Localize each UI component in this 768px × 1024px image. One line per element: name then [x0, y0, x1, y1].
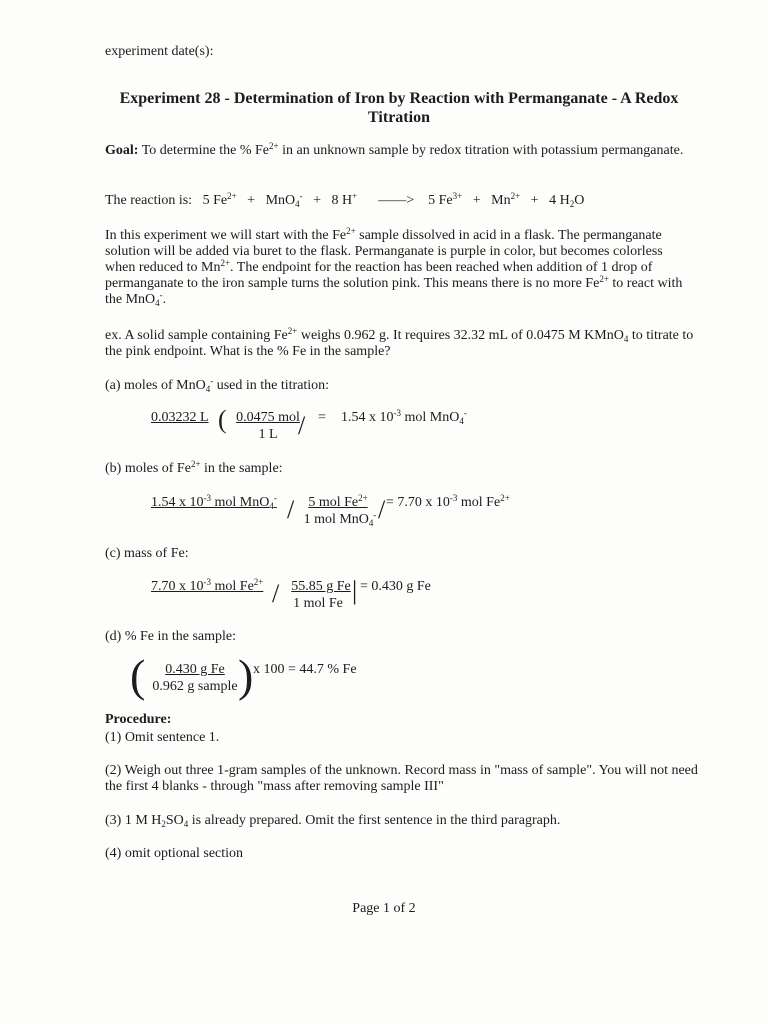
- step-d-open-paren: (: [130, 650, 146, 701]
- intro-paragraph: [105, 228, 695, 308]
- step-b-equals: =: [386, 495, 394, 510]
- step-a-label-text: (a) moles of MnO: [105, 378, 206, 393]
- reaction-mno4: MnO: [265, 193, 296, 208]
- goal-text-2: in an unknown sample by redox titration with potassium permanganate.: [282, 143, 684, 158]
- step-a-result-unit: mol MnO: [404, 410, 460, 425]
- example-fe-charge: 2+: [287, 326, 298, 336]
- example-text-b: weighs 0.962 g. It requires 32.32 mL of 0.0475 M KMnO: [300, 328, 624, 343]
- step-c-close-brace: |: [352, 576, 358, 605]
- step-a-numerator: 0.0475 mol: [236, 410, 300, 425]
- step-c-result: = 0.430 g Fe: [360, 579, 431, 594]
- step-d-close-paren: ): [238, 650, 254, 701]
- step-a-result-sub: 4: [459, 416, 464, 426]
- goal-ion-charge: 2+: [269, 141, 279, 151]
- step-c-given-exp: -3: [203, 577, 211, 587]
- intro-mno4-sub: 4: [155, 298, 160, 308]
- step-a-equals: =: [318, 410, 326, 425]
- step-b-denominator-charge: -: [373, 510, 377, 520]
- reaction-plus: +: [247, 193, 256, 208]
- step-a-open-brace: (: [218, 405, 227, 434]
- step-a-label: [105, 378, 329, 394]
- reaction-mno4-sub: 4: [295, 199, 300, 209]
- step-b-result-exp: -3: [449, 493, 458, 503]
- reaction-mno4-charge: -: [299, 191, 303, 201]
- reaction-plus: +: [530, 193, 539, 208]
- step-b-result: [386, 495, 510, 511]
- step-c-numerator: 55.85 g Fe: [291, 579, 351, 594]
- intro-text-a: In this experiment we will start with the Fe: [105, 228, 347, 243]
- goal-paragraph: [105, 143, 695, 159]
- procedure-item-1: (1) Omit sentence 1.: [105, 730, 220, 745]
- step-b-given-sub: 4: [269, 501, 274, 511]
- step-b-given-exp: -3: [203, 493, 211, 503]
- reaction-fe3: 5 Fe: [428, 193, 453, 208]
- step-c-denominator: 1 mol Fe: [293, 596, 343, 611]
- example-text-a: ex. A solid sample containing Fe: [105, 328, 288, 343]
- procedure-item-3: [105, 813, 695, 829]
- intro-mno4-charge: -: [159, 290, 163, 300]
- procedure-heading: Procedure:: [105, 712, 172, 727]
- example-kmno4-sub: 4: [623, 334, 629, 344]
- step-b-label-end: in the sample:: [204, 461, 283, 476]
- step-a-label-sub: 4: [205, 384, 211, 394]
- reaction-mn-charge: 2+: [510, 191, 521, 201]
- page-number: Page 1 of 2: [352, 901, 416, 916]
- step-a-result-exp: -3: [393, 408, 401, 418]
- step-b-given: [151, 495, 277, 511]
- step-d-label: (d) % Fe in the sample:: [105, 629, 237, 644]
- step-b-given-unit: mol MnO: [214, 495, 270, 510]
- step-b-label-text: (b) moles of Fe: [105, 461, 191, 476]
- procedure-item-3-c: is already prepared. Omit the first sentence in the third paragraph.: [191, 813, 561, 828]
- intro-text-c: . The endpoint for the reaction has been reached when addition of 1 drop of permanganate to the iron sample turns the solution pink. This means there is no more Fe: [105, 260, 653, 291]
- step-b-result-unit: mol Fe: [460, 495, 501, 510]
- step-a-label-end: used in the titration:: [216, 378, 330, 393]
- step-c-given-value: 7.70 x 10: [151, 579, 204, 594]
- reaction-hydrogen-charge: +: [352, 191, 358, 201]
- reaction-water: 4 H: [549, 193, 570, 208]
- reaction-arrow: ——>: [378, 193, 415, 208]
- reaction-plus: +: [313, 193, 322, 208]
- reaction-label: The reaction is:: [105, 193, 193, 208]
- intro-fe-charge-2: 2+: [599, 274, 609, 284]
- reaction-hydrogen: 8 H: [331, 193, 353, 208]
- step-c-given: [151, 579, 263, 595]
- step-b-label: [105, 461, 283, 477]
- step-d-numerator: 0.430 g Fe: [165, 662, 225, 677]
- intro-text-e: .: [162, 292, 167, 307]
- step-a-close-brace: /: [298, 411, 306, 440]
- intro-text-d: to react with the MnO: [105, 276, 683, 307]
- step-b-numerator: [298, 495, 378, 511]
- intro-text-b: sample dissolved in acid in a flask. The permanganate solution will be added via buret to the flask. Permanganate is purple in color, but becomes colorless when reduced to Mn: [105, 228, 663, 275]
- step-a-result: [341, 410, 467, 426]
- step-b-close-brace: /: [378, 495, 386, 524]
- step-a-given: 0.03232 L: [151, 410, 209, 425]
- reaction-mn: Mn: [491, 193, 511, 208]
- step-c-given-charge: 2+: [253, 577, 264, 587]
- reaction-equation: [105, 193, 584, 209]
- procedure-section: [105, 712, 695, 728]
- example-text-c: to titrate to the pink endpoint. What is the % Fe in the sample?: [105, 328, 694, 359]
- step-b-label-charge: 2+: [190, 459, 201, 469]
- page-title: Experiment 28 - Determination of Iron by Reaction with Permanganate - A Redox Titration: [119, 90, 679, 126]
- step-b-result-charge: 2+: [500, 493, 510, 503]
- goal-label: Goal:: [105, 143, 139, 158]
- step-d-denominator: 0.962 g sample: [152, 679, 238, 694]
- procedure-item-3-a: (3) 1 M H: [105, 813, 162, 828]
- procedure-item-2: (2) Weigh out three 1-gram samples of the unknown. Record mass in "mass of sample". You will not need the first 4 blanks - through "mass after removing sample III": [105, 763, 698, 794]
- step-c-open-brace: /: [272, 579, 280, 608]
- step-c-label: (c) mass of Fe:: [105, 546, 189, 561]
- step-b-denominator-sub: 4: [368, 518, 374, 528]
- step-b-denominator: [296, 512, 384, 528]
- reaction-water-end: O: [574, 193, 585, 208]
- reaction-fe3-charge: 3+: [452, 191, 463, 201]
- intro-mn-charge: 2+: [220, 258, 231, 268]
- step-b-given-charge: -: [273, 493, 277, 503]
- step-a-result-charge: -: [463, 408, 467, 418]
- step-a-label-charge: -: [210, 376, 214, 386]
- experiment-date-label: experiment date(s):: [105, 44, 214, 59]
- reaction-fe2-charge: 2+: [227, 191, 237, 201]
- step-b-numerator-charge: 2+: [358, 493, 368, 503]
- procedure-item-3-sub1: 2: [161, 819, 166, 829]
- step-a-result-value: 1.54 x 10: [341, 410, 394, 425]
- step-b-open-brace: /: [287, 495, 295, 524]
- example-paragraph: [105, 328, 695, 360]
- step-a-denominator: 1 L: [258, 427, 278, 442]
- intro-fe-charge: 2+: [346, 226, 356, 236]
- step-c-given-unit: mol Fe: [214, 579, 254, 594]
- reaction-fe2: 5 Fe: [202, 193, 228, 208]
- step-b-denominator-value: 1 mol MnO: [303, 512, 369, 527]
- step-d-result: x 100 = 44.7 % Fe: [253, 662, 357, 677]
- step-b-result-value: 7.70 x 10: [397, 495, 450, 510]
- step-b-numerator-value: 5 mol Fe: [308, 495, 359, 510]
- reaction-water-sub: 2: [569, 199, 575, 209]
- reaction-plus: +: [472, 193, 481, 208]
- step-b-given-value: 1.54 x 10: [151, 495, 204, 510]
- procedure-item-3-sub2: 4: [183, 819, 189, 829]
- procedure-item-4: (4) omit optional section: [105, 846, 244, 861]
- procedure-item-3-b: SO: [165, 813, 184, 828]
- goal-text-1: To determine the % Fe: [141, 143, 270, 158]
